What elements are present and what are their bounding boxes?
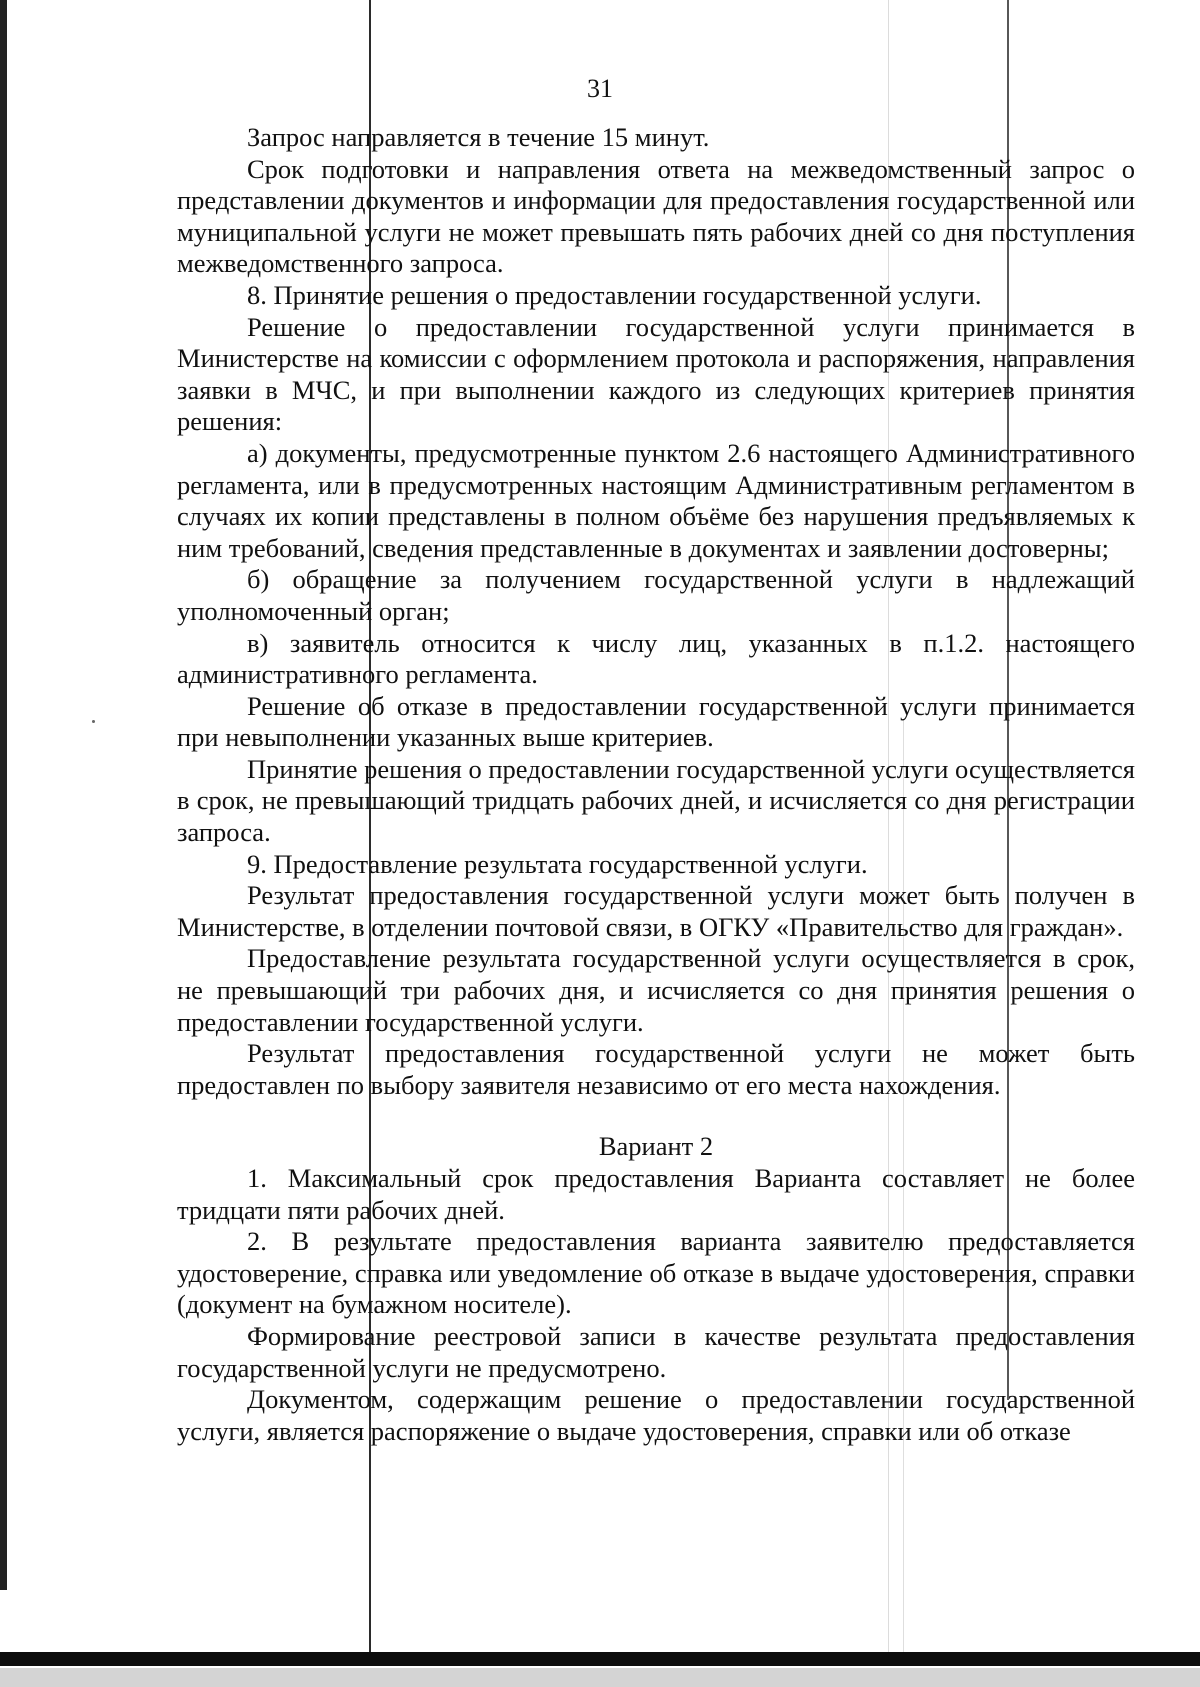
- paragraph: Результат предоставления государственной услуги не может быть предоставлен по выбору заявителя независимо от его места нахождения.: [177, 1038, 1135, 1100]
- paragraph: Документом, содержащим решение о предоставлении государственной услуги, является распоряжение о выдаче удостоверения, справки или об отказе: [177, 1384, 1135, 1446]
- scan-bottom-band: [0, 1652, 1200, 1666]
- list-item: б) обращение за получением государственной услуги в надлежащий уполномоченный орган;: [177, 564, 1135, 626]
- list-item: а) документы, предусмотренные пунктом 2.6 настоящего Административного регламента, или в предусмотренных настоящим Административным регламентом в случаях их копии представлены в полном объёме без нарушения предъявляемых к ним требований, сведения представленные в документах и заявлении достоверны;: [177, 437, 1135, 563]
- paragraph: Принятие решения о предоставлении государственной услуги осуществляется в срок, не превышающий тридцать рабочих дней, и исчисляется со дня регистрации запроса.: [177, 753, 1135, 848]
- variant-heading: Вариант 2: [598, 1131, 714, 1162]
- paragraph: Срок подготовки и направления ответа на межведомственный запрос о представлении документов и информации для предоставления государственной или муниципальной услуги не может превышать пять рабочих дней со дня поступления межведомственного запроса.: [177, 153, 1135, 279]
- paragraph: 2. В результате предоставления варианта заявителю предоставляется удостоверение, справка или уведомление об отказе в выдаче удостоверения, справки (документ на бумажном носителе).: [177, 1226, 1135, 1320]
- section-heading: 8. Принятие решения о предоставлении государственной услуги.: [247, 279, 982, 310]
- paragraph: 1. Максимальный срок предоставления Варианта составляет не более тридцати пяти рабочих дней.: [177, 1163, 1135, 1225]
- scan-bottom-shadow: [0, 1668, 1200, 1687]
- list-item: в) заявитель относится к числу лиц, указанных в п.1.2. настоящего административного регламента.: [177, 627, 1135, 690]
- paragraph: Решение о предоставлении государственной услуги принимается в Министерстве на комиссии с оформлением протокола и распоряжения, направления заявки в МЧС, и при выполнении каждого из следующих критериев принятия решения:: [177, 311, 1135, 437]
- paragraph: Формирование реестровой записи в качестве результата предоставления государственной услуги не предусмотрено.: [177, 1320, 1135, 1383]
- section-heading: 9. Предоставление результата государственной услуги.: [247, 848, 868, 879]
- paragraph: Предоставление результата государственной услуги осуществляется в срок, не превышающий три рабочих дня, и исчисляется со дня принятия решения о предоставлении государственной услуги.: [177, 943, 1135, 1037]
- page-number: 31: [587, 74, 613, 103]
- paragraph: Запрос направляется в течение 15 минут.: [247, 122, 710, 152]
- paragraph: Результат предоставления государственной услуги может быть получен в Министерстве, в отделении почтовой связи, в ОГКУ «Правительство для граждан».: [177, 880, 1135, 942]
- scan-speck: [92, 720, 95, 723]
- paragraph: Решение об отказе в предоставлении государственной услуги принимается при невыполнении указанных выше критериев.: [177, 690, 1135, 753]
- scan-left-edge: [0, 0, 7, 1590]
- document-body: [177, 122, 1135, 1447]
